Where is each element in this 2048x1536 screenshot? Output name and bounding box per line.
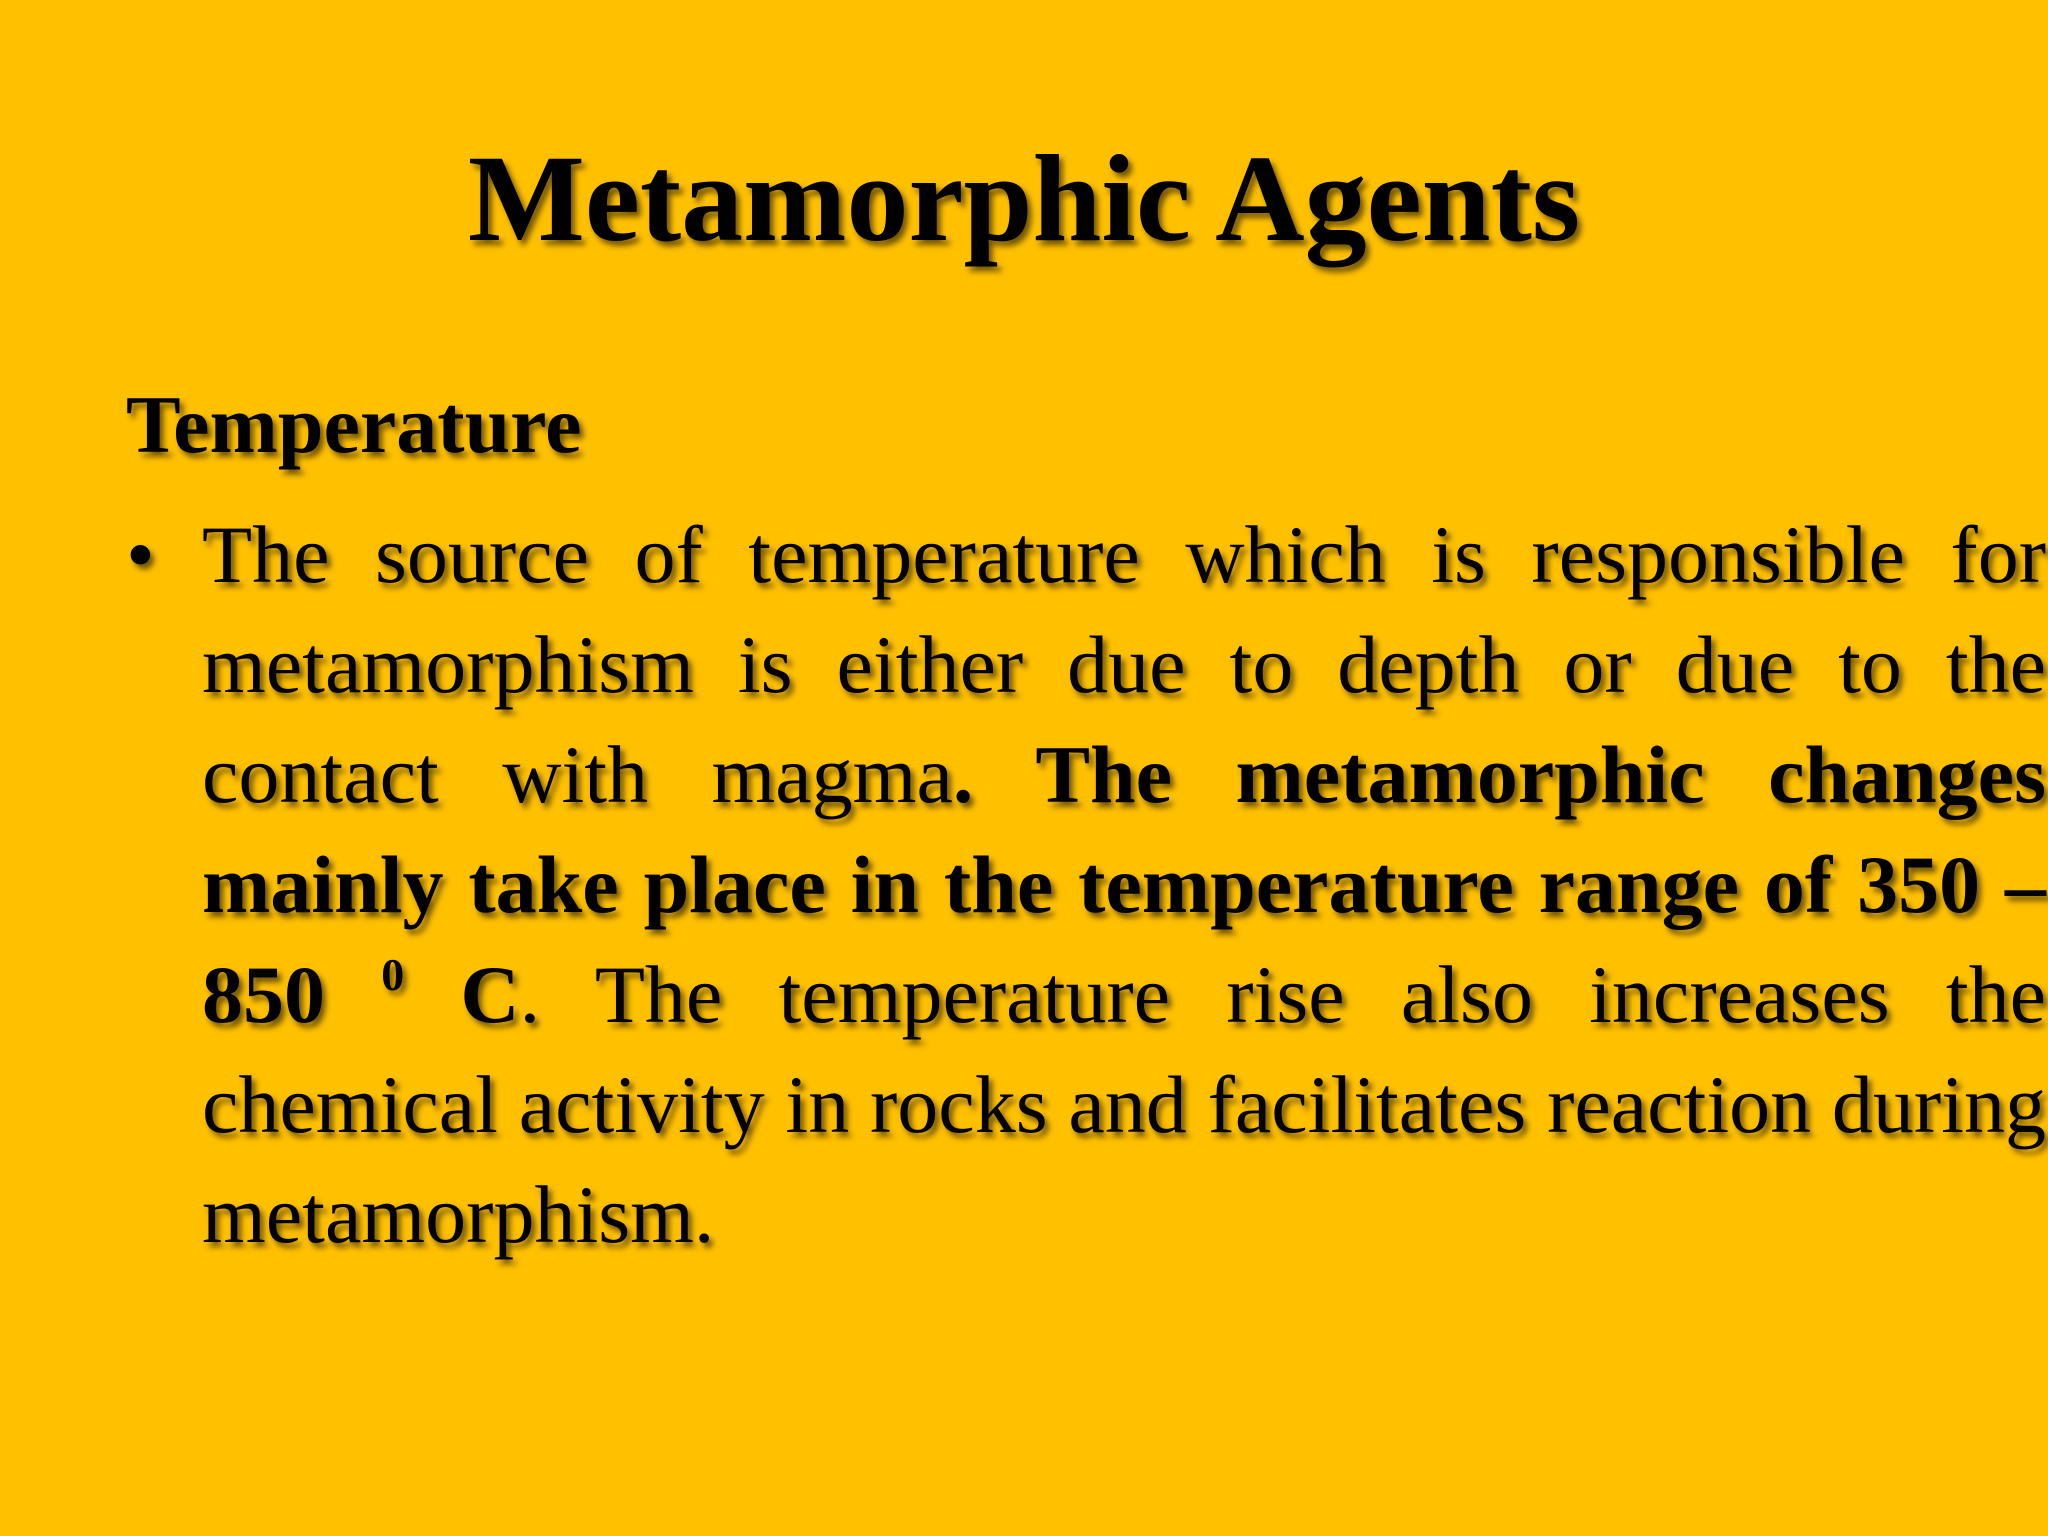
bullet-text-bold-1: . The metamorphic changes mainly take place in the temperature range of 350 – 850 xyxy=(202,729,2046,1040)
section-heading-temperature: Temperature xyxy=(126,379,582,470)
bullet-text xyxy=(202,500,2046,1270)
degree-superscript: 0 xyxy=(381,949,405,1000)
bullet-text-regular-2: . The temperature rise also increases the chemical activity in rocks and facilitates reaction during metamorphism. xyxy=(202,949,2047,1260)
bullet-text-bold-2: C xyxy=(404,949,520,1040)
bullet-marker: • xyxy=(126,509,155,600)
bullet-text-regular-1: The source of temperature which is responsible for metamorphism is either due to depth or due to the contact with magma xyxy=(202,509,2046,820)
slide-title: Metamorphic Agents xyxy=(467,130,1581,267)
